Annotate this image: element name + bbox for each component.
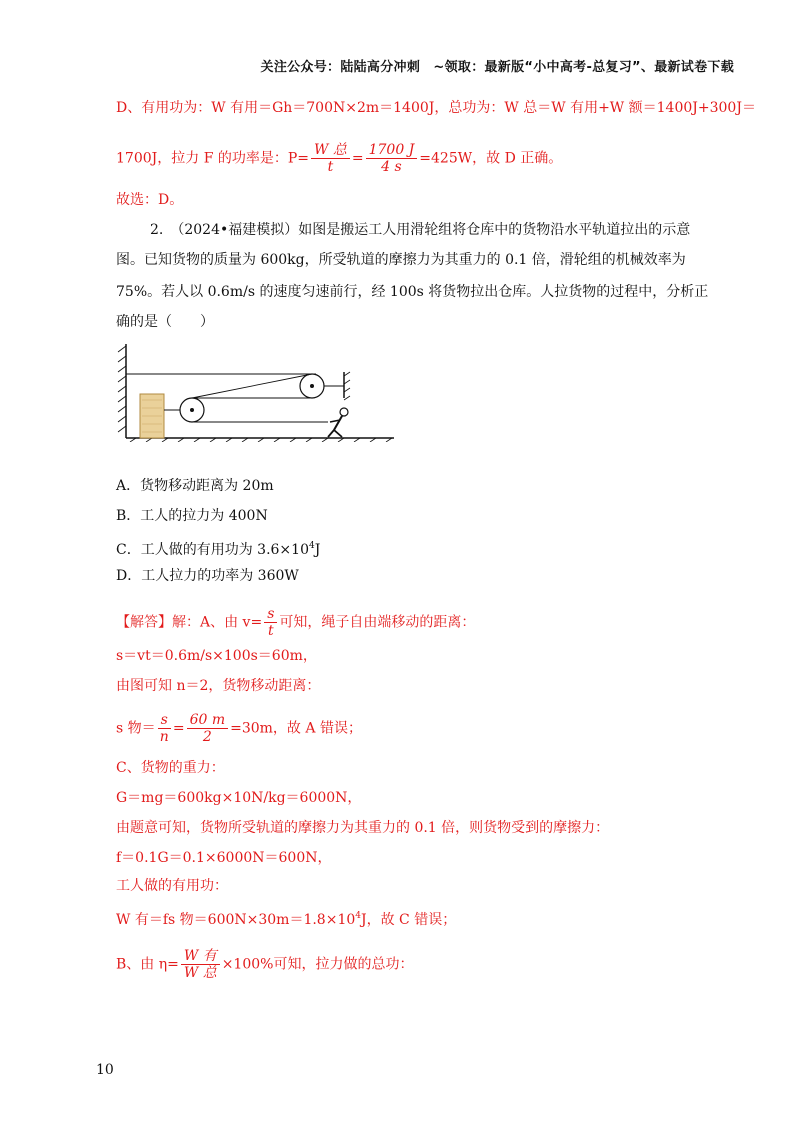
answer-line6: G＝mg＝600kg×10N/kg＝6000N， xyxy=(116,790,362,806)
text: B、由 η= xyxy=(116,956,179,973)
answer-line2: s＝vt＝0.6m/s×100s＝60m， xyxy=(116,648,317,664)
question-line2: 图。已知货物的质量为 600kg，所受轨道的摩擦力为其重力的 0.1 倍，滑轮组的机械效率为 xyxy=(116,252,686,268)
numerator: W 总 xyxy=(311,142,350,159)
question-line1: 2. （2024•福建模拟）如图是搬运工人用滑轮组将仓库中的货物沿水平轨道拉出的示意 xyxy=(150,222,691,238)
numerator: W 有 xyxy=(181,948,220,965)
text: 1700J，拉力 F 的功率是：P= xyxy=(116,150,310,167)
numerator: s xyxy=(158,712,171,729)
answer-line8: f＝0.1G＝0.1×6000N＝600N， xyxy=(116,850,332,866)
option-c xyxy=(116,536,320,560)
denominator: W 总 xyxy=(183,965,217,981)
fraction xyxy=(158,712,171,745)
answer-line5: C、货物的重力： xyxy=(116,760,225,776)
fraction xyxy=(311,142,350,175)
numerator: s xyxy=(264,606,277,623)
fraction xyxy=(264,606,277,639)
answer-line10 xyxy=(116,906,456,930)
text: s 物＝ xyxy=(116,720,156,737)
text: =425W，故 D 正确。 xyxy=(419,150,563,167)
text: ×100%可知，拉力做的总功： xyxy=(221,956,414,973)
text: J xyxy=(314,542,321,558)
text: 可知，绳子自由端移动的距离： xyxy=(279,614,476,631)
page-header: 关注公众号：陆陆高分冲刺 ~领取：最新版“小中高考-总复习”、最新试卷下载 xyxy=(260,60,734,75)
text: =30m，故 A 错误； xyxy=(230,720,362,737)
page-number: 10 xyxy=(96,1062,114,1078)
fraction xyxy=(366,142,418,175)
option-d: D．工人拉力的功率为 360W xyxy=(116,568,299,584)
denominator: t xyxy=(267,623,274,639)
answer-line9: 工人做的有用功： xyxy=(116,878,228,894)
exponent: 4 xyxy=(308,541,315,551)
answer-line3: 由图可知 n＝2，货物移动距离： xyxy=(116,678,321,694)
option-b: B．工人的拉力为 400N xyxy=(116,508,268,524)
numerator: 60 m xyxy=(187,712,229,729)
question-line3: 75%。若人以 0.6m/s 的速度匀速前行，经 100s 将货物拉出仓库。人拉货物的过程中，分析正 xyxy=(116,284,709,300)
text: 解：A、由 v= xyxy=(172,614,263,631)
answer-line11 xyxy=(116,948,413,981)
exponent: 4 xyxy=(355,911,361,921)
answer-choice: 故选：D。 xyxy=(116,192,184,208)
question-line4: 确的是（ ） xyxy=(116,314,214,330)
fraction xyxy=(187,712,229,745)
denominator: n xyxy=(159,729,169,745)
answer-tag: 【解答】 xyxy=(116,614,172,631)
numerator: 1700 J xyxy=(366,142,418,159)
text: C．工人做的有用功为 3.6×10 xyxy=(116,542,309,558)
answer-line7: 由题意可知，货物所受轨道的摩擦力为其重力的 0.1 倍，则货物受到的摩擦力： xyxy=(116,820,610,836)
option-a: A．货物移动距离为 20m xyxy=(116,478,274,494)
denominator: 2 xyxy=(202,729,212,745)
answer-line4: s 物＝ $\frac{s}{n}$ = $\frac{60 m}{2}$ =30m，故 A 错误； xyxy=(116,712,362,745)
text: W 有＝fs 物＝600N×30m＝1.8×10 xyxy=(116,912,356,928)
pulley-diagram xyxy=(116,342,396,446)
answer-line1 xyxy=(116,606,475,639)
solution-d-line2: 1700J，拉力 F 的功率是：P= $\frac{\text{W 总}}{t}$ = $\frac{1700 J}{4 s}$ =425W，故 D 正确。 xyxy=(116,142,563,175)
solution-d-line1: D、有用功为：W 有用＝Gh＝700N×2m＝1400J，总功为：W 总＝W 有用+W 额＝1400J+300J＝ xyxy=(116,100,756,116)
denominator: 4 s xyxy=(381,159,402,175)
fraction xyxy=(181,948,220,981)
text: J，故 C 错误； xyxy=(361,912,457,928)
denominator: t xyxy=(327,159,334,175)
